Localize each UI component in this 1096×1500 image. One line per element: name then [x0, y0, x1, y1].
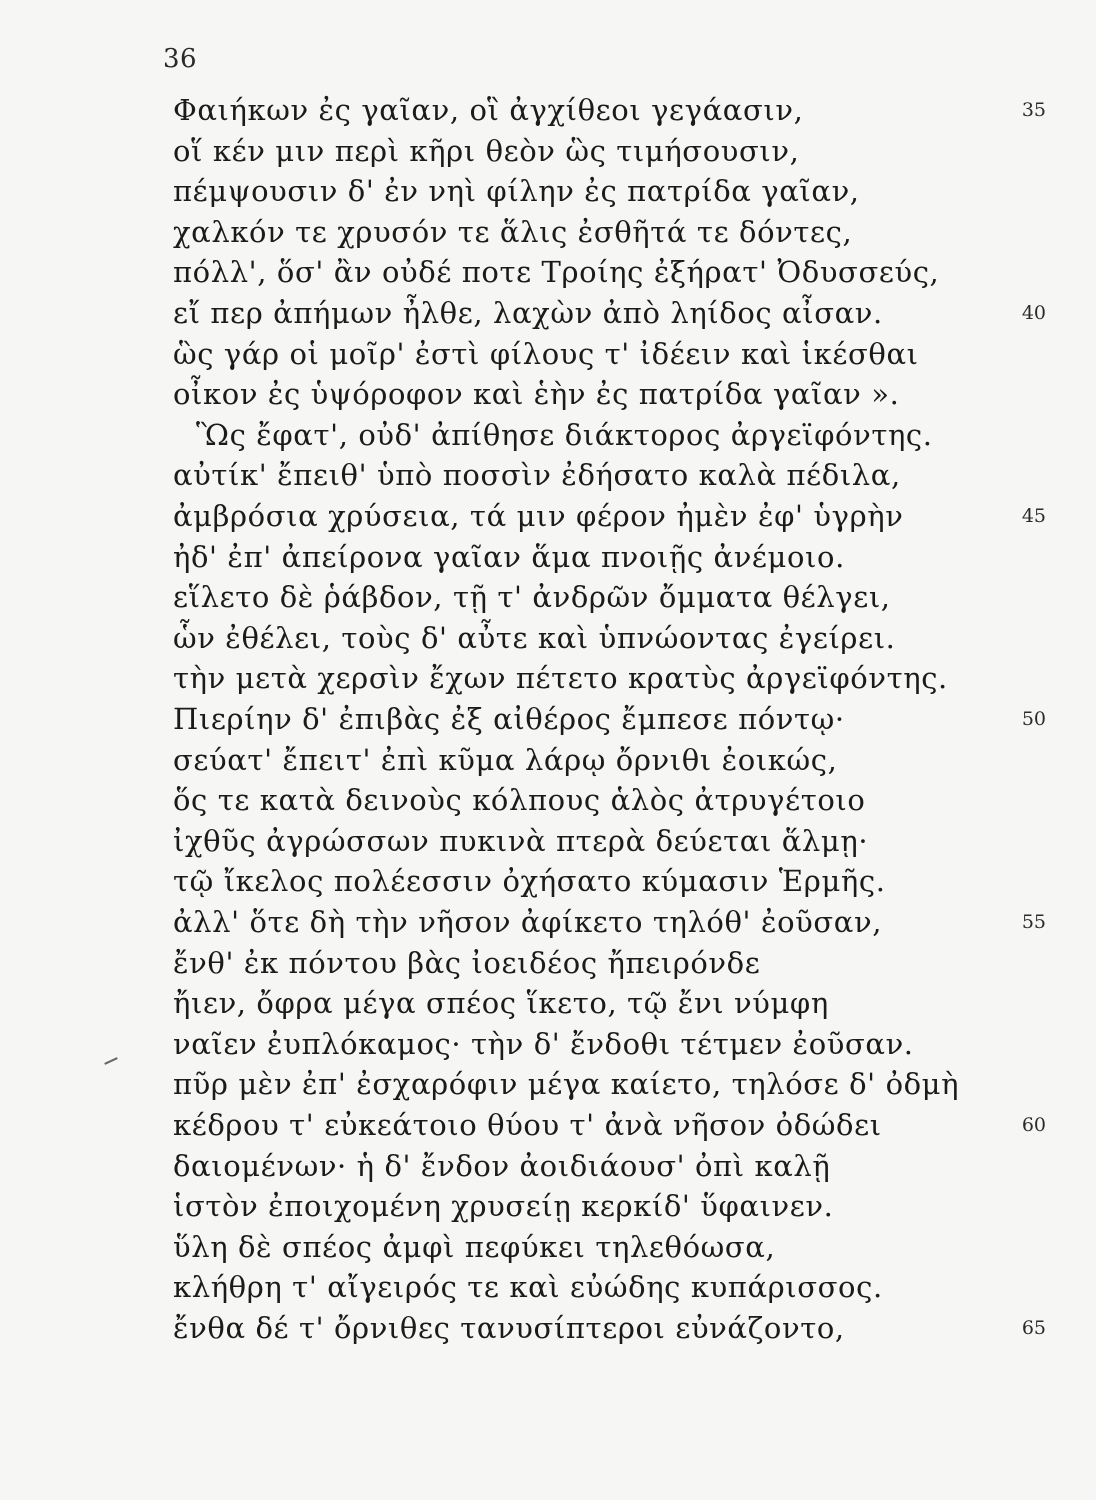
verse-line — [0, 413, 1096, 457]
verse-text: ναῖεν ἐυπλόκαμος· τὴν δ' ἔνδοθι τέτμεν ἐοῦσαν. — [173, 1026, 914, 1061]
verse-line — [0, 778, 1096, 822]
verse-line — [0, 535, 1096, 579]
verse-line — [0, 1184, 1096, 1228]
verse-line — [0, 616, 1096, 660]
verse-text: πόλλ', ὅσ' ἂν οὐδέ ποτε Τροίης ἐξήρατ' Ὀδυσσεύς, — [173, 255, 940, 290]
verse-line — [0, 1103, 1096, 1147]
verse-line — [0, 1306, 1096, 1350]
line-number: 50 — [1021, 708, 1046, 730]
verse-text: Φαιήκων ἐς γαῖαν, οἳ ἀγχίθεοι γεγάασιν, — [173, 93, 804, 127]
line-number: 40 — [1021, 302, 1046, 324]
verse-text: οἵ κέν μιν περὶ κῆρι θεὸν ὣς τιμήσουσιν, — [173, 133, 800, 168]
verse-text: οἶκον ἐς ὑψόροφον καὶ ἑὴν ἐς πατρίδα γαῖαν ». — [173, 377, 900, 412]
verse-text: εἴ περ ἀπήμων ἦλθε, λαχὼν ἀπὸ ληίδος αἶσαν. — [173, 296, 883, 330]
line-number: 45 — [1021, 505, 1046, 527]
verse-text: πέμψουσιν δ' ἐν νηὶ φίλην ἐς πατρίδα γαῖαν, — [173, 174, 860, 209]
verse-line — [0, 941, 1096, 985]
verse-text: κλήθρη τ' αἴγειρός τε καὶ εὐώδης κυπάρισσος. — [173, 1270, 883, 1305]
verse-line — [0, 88, 1096, 132]
verse-line — [0, 494, 1096, 538]
verse-line — [0, 291, 1096, 335]
verse-line — [0, 859, 1096, 903]
verse-line — [0, 981, 1096, 1025]
verse-text: ἔνθα δέ τ' ὄρνιθες τανυσίπτεροι εὐνάζοντο, — [173, 1311, 845, 1345]
verse-text: ἠδ' ἐπ' ἀπείρονα γαῖαν ἅμα πνοιῇς ἀνέμοιο. — [173, 539, 845, 574]
page-number: 36 — [163, 44, 198, 74]
verse-line — [0, 1022, 1096, 1066]
verse-text: ὕλη δὲ σπέος ἀμφὶ πεφύκει τηλεθόωσα, — [173, 1229, 776, 1264]
line-number: 65 — [1021, 1317, 1046, 1339]
verse-line — [0, 1144, 1096, 1188]
verse-line — [0, 129, 1096, 173]
verse-text: τὴν μετὰ χερσὶν ἔχων πέτετο κρατὺς ἀργεϊφόντης. — [173, 661, 948, 696]
verse-text: εἵλετο δὲ ῥάβδον, τῇ τ' ἀνδρῶν ὄμματα θέλγει, — [173, 580, 891, 615]
verse-line — [0, 575, 1096, 619]
verse-text: πῦρ μὲν ἐπ' ἐσχαρόφιν μέγα καίετο, τηλόσε δ' ὀδμὴ — [173, 1067, 960, 1102]
verse-text: χαλκόν τε χρυσόν τε ἅλις ἐσθῆτά τε δόντες, — [173, 214, 853, 249]
verse-text: δαιομένων· ἡ δ' ἔνδον ἀοιδιάουσ' ὀπὶ καλῇ — [173, 1148, 831, 1183]
verse-text: ἀλλ' ὅτε δὴ τὴν νῆσον ἀφίκετο τηλόθ' ἐοῦσαν, — [173, 905, 883, 939]
verse-line — [0, 372, 1096, 416]
verse-text: αὐτίκ' ἔπειθ' ὑπὸ ποσσὶν ἐδήσατο καλὰ πέδιλα, — [173, 458, 901, 493]
verse-text: ὣς γάρ οἱ μοῖρ' ἐστὶ φίλους τ' ἰδέειν καὶ ἱκέσθαι — [173, 336, 919, 371]
verse-line — [0, 1265, 1096, 1309]
verse-text: τῷ ἴκελος πολέεσσιν ὀχήσατο κύμασιν Ἑρμῆς. — [173, 864, 886, 899]
verse-line — [0, 697, 1096, 741]
verse-line — [0, 169, 1096, 213]
verse-text: Ὣς ἔφατ', οὐδ' ἀπίθησε διάκτορος ἀργεϊφόντης. — [196, 417, 933, 452]
verse-line — [0, 738, 1096, 782]
verse-line — [0, 656, 1096, 700]
verse-line — [0, 1225, 1096, 1269]
line-number: 55 — [1021, 911, 1046, 933]
verse-line — [0, 819, 1096, 863]
verse-line — [0, 250, 1096, 294]
line-number: 60 — [1021, 1114, 1046, 1136]
verse-text: ἀμβρόσια χρύσεια, τά μιν φέρον ἠμὲν ἐφ' ὑγρὴν — [173, 499, 904, 533]
verse-text: ἱστὸν ἐποιχομένη χρυσείῃ κερκίδ' ὕφαινεν. — [173, 1189, 834, 1224]
verse-text: κέδρου τ' εὐκεάτοιο θύου τ' ἀνὰ νῆσον ὀδώδει — [173, 1108, 882, 1142]
verse-text: ἰχθῦς ἀγρώσσων πυκινὰ πτερὰ δεύεται ἅλμῃ· — [173, 823, 869, 858]
verse-text: σεύατ' ἔπειτ' ἐπὶ κῦμα λάρῳ ὄρνιθι ἐοικώς, — [173, 742, 838, 777]
verse-text: Πιερίην δ' ἐπιβὰς ἐξ αἰθέρος ἔμπεσε πόντῳ· — [173, 702, 845, 736]
verse-text: ὅς τε κατὰ δεινοὺς κόλπους ἁλὸς ἀτρυγέτοιο — [173, 783, 866, 818]
verse-line — [0, 332, 1096, 376]
verse-text: ὧν ἐθέλει, τοὺς δ' αὖτε καὶ ὑπνώοντας ἐγείρει. — [173, 620, 896, 655]
line-number: 35 — [1021, 99, 1046, 121]
verse-line — [0, 210, 1096, 254]
verse-line — [0, 453, 1096, 497]
verse-line — [0, 1062, 1096, 1106]
verse-line — [0, 900, 1096, 944]
verse-text: ἔνθ' ἐκ πόντου βὰς ἰοειδέος ἤπειρόνδε — [173, 945, 761, 980]
verse-text: ἤιεν, ὄφρα μέγα σπέος ἵκετο, τῷ ἔνι νύμφη — [173, 986, 829, 1021]
